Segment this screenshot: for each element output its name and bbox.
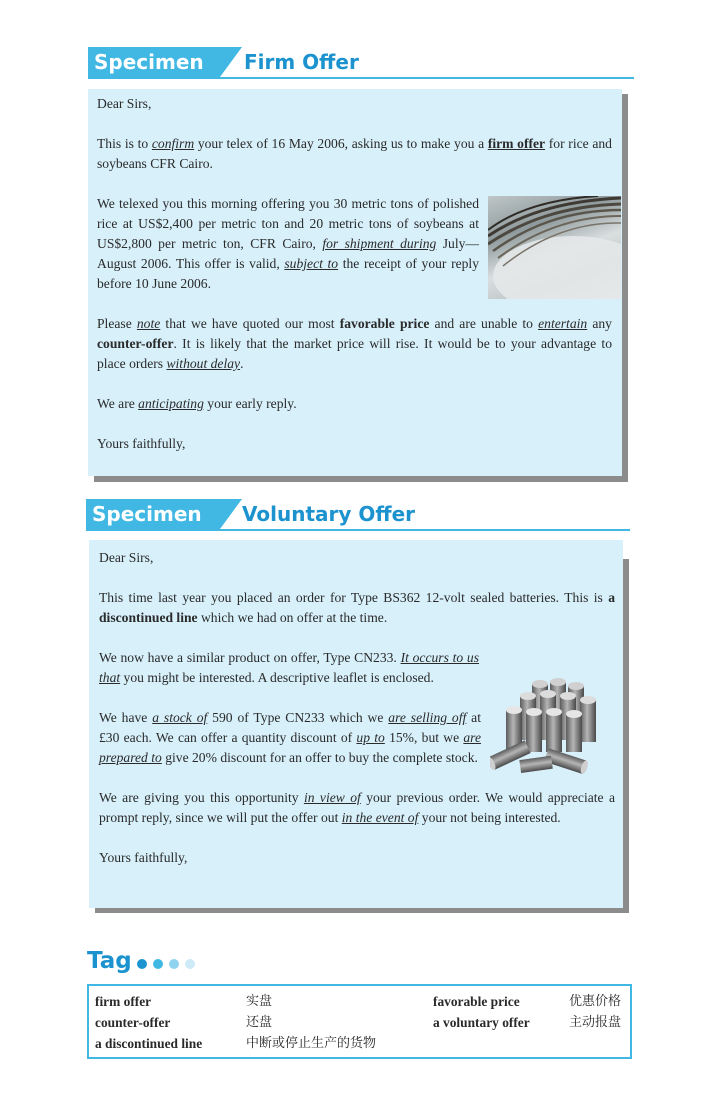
letter-paragraph: We telexed you this morning offering you 30 metric tons of polished rice at US$2,400 per metric ton and 20 metric tons of soybeans at US$2,800 per metric ton, CFR Cairo, for shipment during July—August 2006. This offer is valid, subject to the receipt of your reply before 10 June 2006. xyxy=(97,196,480,291)
letter-paragraph: We are anticipating your early reply. xyxy=(97,396,297,411)
letter-paragraph: We are giving you this opportunity in view of your previous order. We would appreciate a prompt reply, since we will put the offer out in the event of your not being interested. xyxy=(99,790,615,825)
tag-translation: 优惠价格 xyxy=(569,994,622,1009)
letter-greeting: Dear Sirs, xyxy=(99,550,154,565)
dot-icon xyxy=(153,959,163,969)
letter-greeting: Dear Sirs, xyxy=(97,96,152,111)
letter-paragraph: This time last year you placed an order for Type BS362 12-volt sealed batteries. This is a discontinued line which we had on offer at the time. xyxy=(99,590,615,625)
tag-term: a voluntary offer xyxy=(433,1015,530,1030)
tag-translation: 实盘 xyxy=(246,994,273,1009)
letter-paragraph: This is to confirm your telex of 16 May 2006, asking us to make you a firm offer for rice and soybeans CFR Cairo. xyxy=(97,136,612,171)
letter-closing: Yours faithfully, xyxy=(97,436,186,451)
rice-photo xyxy=(488,196,621,299)
batteries-photo xyxy=(490,676,602,774)
tag-translation: 中断或停止生产的货物 xyxy=(246,1036,377,1051)
tag-term: firm offer xyxy=(95,994,152,1009)
tag-term: counter-offer xyxy=(95,1015,171,1030)
letter-paragraph: We now have a similar product on offer, Type CN233. It occurs to us that you might be interested. A descriptive leaflet is enclosed. xyxy=(99,650,479,685)
tag-title: Tag xyxy=(87,948,132,974)
letter-paragraph: Please note that we have quoted our most favorable price and are unable to entertain any counter-offer. It is likely that the market price will rise. It would be to your advantage to place orders without delay. xyxy=(97,316,612,371)
dot-icon xyxy=(137,959,147,969)
tag-translation: 主动报盘 xyxy=(569,1015,622,1030)
letter-paragraph: We have a stock of 590 of Type CN233 which we are selling off at £30 each. We can offer a quantity discount of up to 15%, but we are prepared to give 20% discount for an offer to buy the complete stock. xyxy=(99,710,481,765)
specimen2-title: Voluntary Offer xyxy=(242,502,416,526)
tag-term: a discontinued line xyxy=(95,1036,203,1051)
dot-icon xyxy=(185,959,195,969)
tag-translation: 还盘 xyxy=(246,1015,273,1030)
specimen2-tag: Specimen xyxy=(86,499,220,529)
specimen1-title: Firm Offer xyxy=(244,50,359,74)
tag-term: favorable price xyxy=(433,994,520,1009)
dot-icon xyxy=(169,959,179,969)
specimen1-heading xyxy=(88,47,634,77)
specimen2-heading xyxy=(86,499,630,529)
tag-table xyxy=(87,984,632,1059)
letter-closing: Yours faithfully, xyxy=(99,850,188,865)
specimen1-tag: Specimen xyxy=(88,47,220,77)
